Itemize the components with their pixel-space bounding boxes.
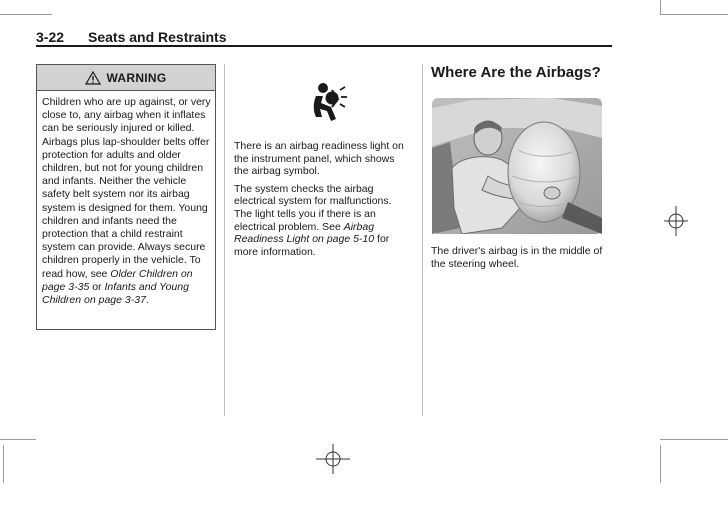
readiness-light-text bbox=[234, 140, 410, 263]
crop-mark bbox=[0, 439, 36, 440]
page-header bbox=[36, 28, 612, 46]
header-rule bbox=[36, 45, 612, 47]
crop-mark bbox=[0, 14, 52, 15]
crop-mark bbox=[660, 445, 661, 483]
warning-text: Children who are up against, or very close to, any airbag when it inflates can be seriously injured or killed. Airbags plus lap-shoulder belts offer protection for adults and older children, but not for young children and infants. Neither the vehicle safety belt system nor its airbag system is designed for them. Young children and infants need the protection that a child restraint system can provide. Always secure children properly in the vehicle. To read how, see Older Children on page 3-35 or Infants and Young Children on page 3-37. bbox=[42, 96, 211, 307]
crop-mark bbox=[660, 14, 728, 15]
readiness-paragraph-1: There is an airbag readiness light on the instrument panel, which shows the airbag symbol. bbox=[234, 140, 404, 178]
crop-mark bbox=[3, 445, 4, 483]
warning-box bbox=[36, 64, 216, 330]
column-divider bbox=[224, 64, 225, 416]
registration-mark-icon bbox=[664, 206, 688, 236]
link-airbag-readiness-light[interactable]: Airbag Readiness Light on page 5-10 bbox=[234, 220, 375, 246]
crop-mark bbox=[660, 0, 661, 14]
link-infants-young-children[interactable]: Infants and Young Children on page 3-37 bbox=[42, 280, 189, 307]
warning-header bbox=[37, 65, 215, 91]
link-older-children[interactable]: Older Children on page 3-35 bbox=[42, 267, 193, 293]
warning-triangle-icon bbox=[85, 71, 101, 85]
airbag-symbol-icon bbox=[307, 81, 349, 123]
section-title: Seats and Restraints bbox=[88, 29, 227, 45]
warning-label: WARNING bbox=[106, 70, 167, 85]
illustration-caption: The driver's airbag is in the middle of the steering wheel. bbox=[431, 245, 603, 270]
driver-airbag-illustration bbox=[432, 98, 602, 234]
column-divider bbox=[422, 64, 423, 416]
section-heading: Where Are the Airbags? bbox=[431, 64, 601, 81]
page-number: 3-22 bbox=[36, 29, 65, 45]
readiness-paragraph-2: The system checks the airbag electrical system for malfunctions. The light tells you if there is an electrical problem. See Airbag Readiness Light on page 5-10 for more information. bbox=[234, 182, 392, 258]
registration-mark-icon bbox=[316, 444, 350, 474]
crop-mark bbox=[660, 439, 728, 440]
